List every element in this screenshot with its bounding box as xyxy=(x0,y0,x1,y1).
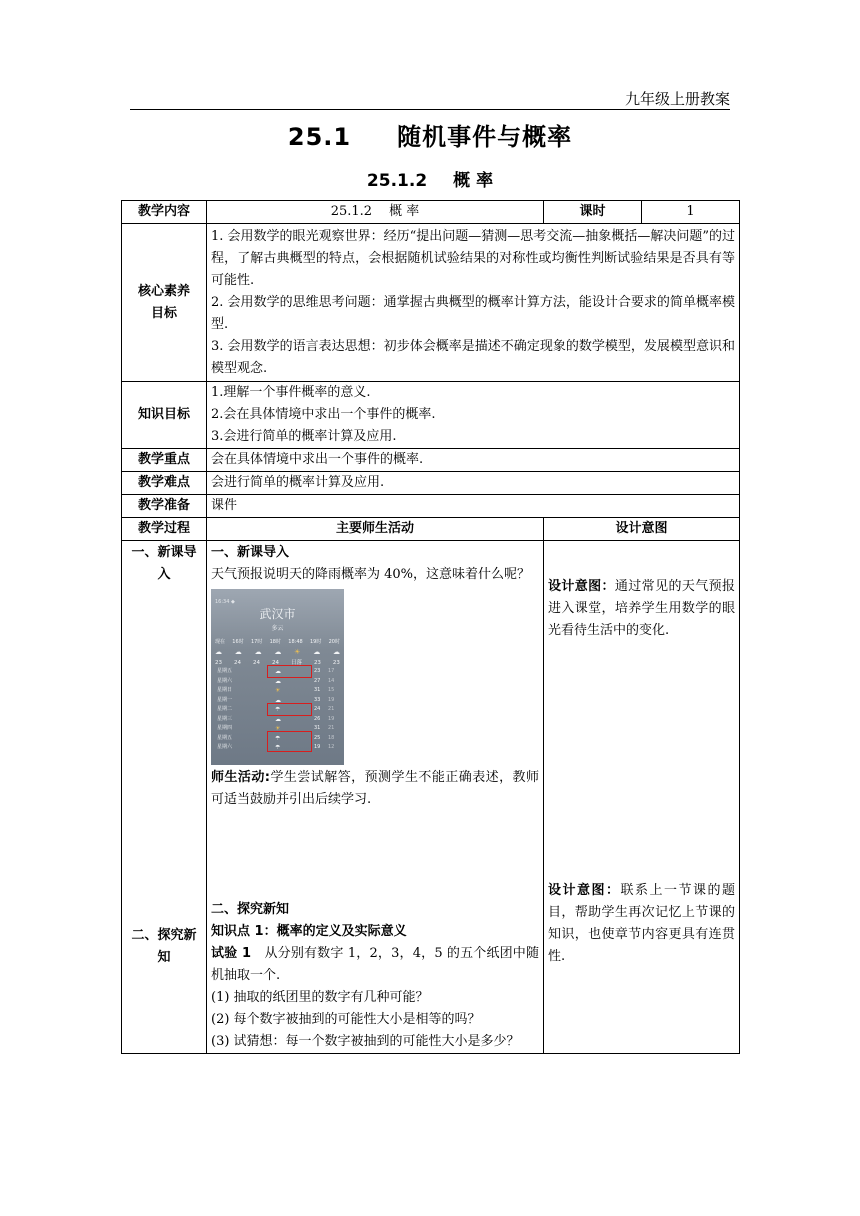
cloud-icon: ☁ xyxy=(313,648,321,656)
rain-icon: ☂ xyxy=(275,734,281,742)
lesson-title-text: 随机事件与概率 xyxy=(397,123,573,151)
rain-icon: ☂ xyxy=(275,744,281,751)
cloud-icon: ☁ xyxy=(234,648,242,656)
weather-day-name: 星期六 xyxy=(217,744,233,750)
weather-day-low: 21 xyxy=(328,706,335,712)
weather-day-name: 星期四 xyxy=(217,725,233,731)
highlight-box-red xyxy=(267,703,312,716)
label-core-literacy xyxy=(122,224,207,382)
weather-day-name: 星期六 xyxy=(217,677,233,684)
weather-hour-temp: 23 xyxy=(313,660,321,666)
weather-status-bar: 16:34 ◆ xyxy=(215,599,235,605)
row-teaching-prep xyxy=(122,495,740,518)
main-activities-column xyxy=(207,541,544,1054)
weather-day-name: 星期三 xyxy=(217,715,233,722)
weather-day-name: 星期一 xyxy=(217,696,233,703)
lesson-section-number: 25.1 xyxy=(287,123,352,151)
weather-hour: 18:48 xyxy=(288,639,303,645)
weather-day-low: 14 xyxy=(328,677,335,684)
core-item: 3. 会用数学的语言表达思想：初步体会概率是描述不确定现象的数学模型，发展模型意识和模型观念. xyxy=(211,339,735,376)
highlight-box-red xyxy=(267,665,312,678)
intent-text: 联系上一节课的题目，帮助学生再次记忆上节课的知识，也使章节内容更具有连贯性. xyxy=(548,883,735,964)
weather-day-low: 12 xyxy=(328,744,335,750)
weather-forecast-screenshot xyxy=(211,589,344,765)
label-class-hours: 课时 xyxy=(544,201,642,224)
intent-label: 设计意图： xyxy=(548,579,615,594)
cloud-icon: ☁ xyxy=(275,715,281,723)
weather-day-low: 21 xyxy=(328,725,335,731)
value-class-hours: 1 xyxy=(642,201,740,224)
trial-text: 从分别有数字 1，2，3，4，5 的五个纸团中随机抽取一个. xyxy=(211,946,539,983)
value-teaching-difficulty: 会进行简单的概率计算及应用. xyxy=(207,472,740,495)
weather-day-high: 24 xyxy=(314,706,321,712)
header-design-intent: 设计意图 xyxy=(544,518,740,541)
stage1-heading: 一、新课导入 xyxy=(211,545,290,560)
weather-hour-temp: 24 xyxy=(233,660,241,666)
weather-hour-temp: 24 xyxy=(252,660,260,666)
knowledge-item: 2.会在具体情境中求出一个事件的概率. xyxy=(211,407,436,422)
stage2-intent xyxy=(548,880,735,968)
weather-day-name: 星期五 xyxy=(217,668,233,674)
weather-day-low: 18 xyxy=(328,734,335,741)
stage1-intent xyxy=(548,576,735,642)
weather-hour-temp: 24 xyxy=(271,660,279,666)
core-item: 2. 会用数学的思维思考问题：通掌握古典概型的概率计算方法，能设计合要求的简单概率模型. xyxy=(211,295,735,332)
value-teaching-content: 25.1.2 概 率 xyxy=(207,201,544,224)
knowledge-item: 3.会进行简单的概率计算及应用. xyxy=(211,429,397,444)
header-teaching-process: 教学过程 xyxy=(122,518,207,541)
label-teaching-prep: 教学准备 xyxy=(122,495,207,518)
cloud-icon: ☁ xyxy=(274,648,282,656)
stage1-label: 一、新课导入 xyxy=(131,545,197,582)
rain-icon: ☂ xyxy=(275,706,281,713)
cloud-icon: ☁ xyxy=(275,668,281,675)
row-core-literacy xyxy=(122,224,740,382)
sun-icon: ☀ xyxy=(275,687,281,694)
trial-label: 试验 1 xyxy=(211,946,252,961)
trial-1 xyxy=(211,943,539,987)
value-teaching-focus: 会在具体情境中求出一个事件的概率. xyxy=(207,449,740,472)
weather-hour: 16时 xyxy=(232,639,244,645)
value-teaching-prep: 课件 xyxy=(207,495,740,518)
row-knowledge-goals xyxy=(122,382,740,449)
sunset-icon: ☀ xyxy=(294,648,301,656)
weather-day-high: 31 xyxy=(314,725,321,731)
weather-day-high: 23 xyxy=(314,668,321,674)
stage2-label: 二、探究新知 xyxy=(131,928,197,965)
weather-day-high: 27 xyxy=(314,677,321,684)
row-process-header xyxy=(122,518,740,541)
lesson-title xyxy=(0,117,860,152)
weather-hour: 17时 xyxy=(250,639,263,645)
row-teaching-content xyxy=(122,201,740,224)
weather-hour: 18时 xyxy=(269,639,281,645)
core-item: 1. 会用数学的眼光观察世界：经历“提出问题—猜测—思考交流—抽象概括—解决问题”的过程，了解古典概型的特点，会根据随机试验结果的对称性或均衡性判断试验结果是否具有等可能性. xyxy=(211,229,735,288)
label-teaching-content: 教学内容 xyxy=(122,201,207,224)
weather-day-name: 星期二 xyxy=(217,706,233,712)
label-core-line1: 核心素养 xyxy=(137,283,190,299)
header-main-activities: 主要师生活动 xyxy=(207,518,544,541)
intent-label: 设计意图： xyxy=(548,883,621,898)
cloud-icon: ☁ xyxy=(275,677,281,685)
row-teaching-focus xyxy=(122,449,740,472)
activity-text: 学生尝试解答，预测学生不能正确表述，教师可适当鼓励并引出后续学习. xyxy=(211,770,539,807)
page-header: 九年级上册教案 xyxy=(624,90,730,108)
cloud-icon: ☁ xyxy=(275,696,281,704)
stage2-heading: 二、探究新知 xyxy=(211,902,290,917)
weather-day-name: 星期日 xyxy=(217,687,233,693)
label-core-line2: 目标 xyxy=(150,305,177,321)
stage-spacer xyxy=(126,586,202,925)
weather-hour-temp: 日落 xyxy=(290,660,302,666)
process-stage-column xyxy=(122,541,207,1054)
knowledge-point-title: 知识点 1：概率的定义及实际意义 xyxy=(211,924,407,939)
question-3: (3) 试猜想：每一个数字被抽到的可能性大小是多少？ xyxy=(211,1034,520,1049)
design-intent-column xyxy=(544,541,740,1054)
question-1: (1) 抽取的纸团里的数字有几种可能？ xyxy=(211,990,429,1005)
row-process-body xyxy=(122,541,740,1054)
activity-label: 师生活动: xyxy=(211,770,270,785)
weather-day-high: 31 xyxy=(314,687,321,693)
lesson-subtitle xyxy=(0,166,860,191)
weather-condition: 多云 xyxy=(271,625,284,632)
header-divider xyxy=(130,109,730,110)
sun-icon: ☀ xyxy=(275,725,281,732)
weather-hour-temp: 23 xyxy=(215,660,222,666)
weather-day-high: 33 xyxy=(314,696,321,703)
question-2: (2) 每个数字被抽到的可能性大小是相等的吗？ xyxy=(211,1012,481,1027)
row-teaching-difficulty xyxy=(122,472,740,495)
label-teaching-focus: 教学重点 xyxy=(122,449,207,472)
weather-hour-temp: 23 xyxy=(332,660,340,666)
weather-day-high: 25 xyxy=(314,734,321,741)
weather-city: 武汉市 xyxy=(259,607,296,621)
weather-day-low: 19 xyxy=(328,715,335,722)
subsection-title-text: 概 率 xyxy=(453,171,494,191)
weather-day-low: 17 xyxy=(328,668,335,674)
cloud-icon: ☁ xyxy=(215,648,222,656)
intent-spacer xyxy=(548,541,735,576)
cloud-icon: ☁ xyxy=(254,648,262,656)
stage1-question: 天气预报说明天的降雨概率为 40%，这意味着什么呢？ xyxy=(211,567,531,582)
lesson-plan-table xyxy=(121,200,740,1054)
weather-day-high: 19 xyxy=(314,744,321,750)
weather-day-low: 19 xyxy=(328,696,335,703)
weather-day-low: 15 xyxy=(328,687,335,693)
knowledge-item: 1.理解一个事件概率的意义. xyxy=(211,385,371,400)
weather-hour: 20时 xyxy=(328,639,340,645)
highlight-box-red xyxy=(267,731,312,752)
knowledge-goals-list xyxy=(207,382,740,449)
intent-spacer xyxy=(548,642,735,880)
weather-hour: 现在 xyxy=(215,639,226,645)
weather-hour: 19时 xyxy=(309,639,322,645)
label-teaching-difficulty: 教学难点 xyxy=(122,472,207,495)
core-literacy-list xyxy=(207,224,740,382)
label-knowledge-goals: 知识目标 xyxy=(122,382,207,449)
intent-text: 通过常见的天气预报进入课堂，培养学生用数学的眼光看待生活中的变化. xyxy=(548,579,735,638)
stage-spacer xyxy=(211,811,539,899)
cloud-icon: ☁ xyxy=(332,648,340,656)
weather-day-name: 星期五 xyxy=(217,734,233,741)
stage1-activity xyxy=(211,767,539,811)
weather-day-row xyxy=(217,686,339,696)
subsection-number: 25.1.2 xyxy=(366,171,428,191)
weather-day-high: 26 xyxy=(314,715,321,722)
weather-daily-list xyxy=(217,667,339,753)
